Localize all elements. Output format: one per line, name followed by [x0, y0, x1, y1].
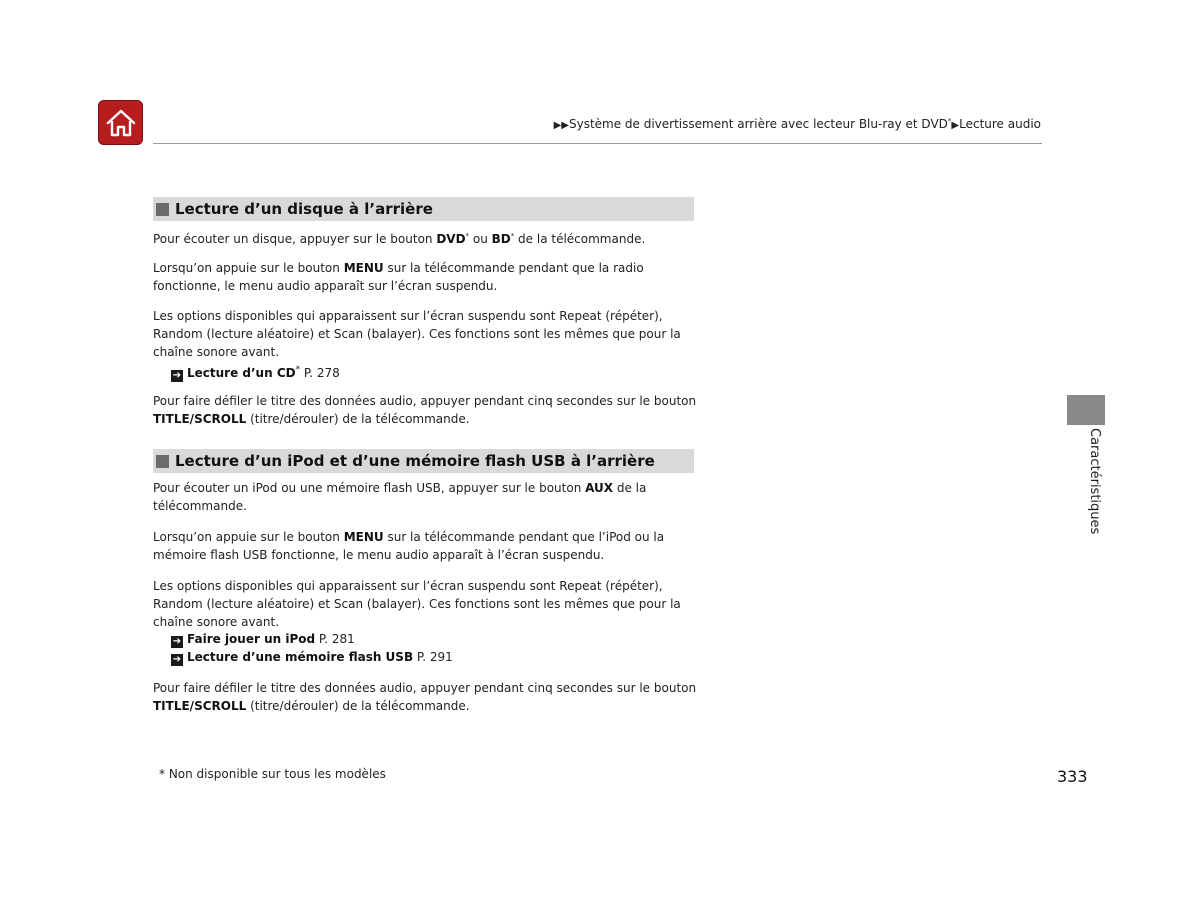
paragraph: Les options disponibles qui apparaissent sur l’écran suspendu sont Repeat (répéter), Random (lecture aléatoire) et Scan (balayer). Ces fonctions sont les mêmes que pour la chaîne sonore avant.: [153, 579, 681, 629]
double-arrow-icon: ▶▶: [553, 120, 569, 131]
section-marker-icon: [156, 203, 169, 216]
cross-reference-usb[interactable]: ➔ Lecture d’une mémoire flash USB P. 291: [172, 650, 453, 665]
chapter-label: Caractéristiques: [1087, 428, 1102, 535]
cross-reference-ipod[interactable]: ➔ Faire jouer un iPod P. 281: [172, 632, 355, 647]
breadcrumb-current: Lecture audio: [959, 117, 1041, 131]
chapter-tab[interactable]: [1067, 395, 1105, 425]
arrow-icon: ▶: [951, 120, 960, 131]
paragraph: Pour écouter un disque, appuyer sur le bouton DVD* ou BD* de la télécommande.: [153, 232, 646, 246]
dvd-button-label: DVD: [436, 232, 466, 246]
paragraph: Pour écouter un iPod ou une mémoire flash USB, appuyer sur le bouton AUX de la télécommande.: [153, 481, 647, 513]
section-heading-ipod-usb: [153, 449, 694, 473]
paragraph: Pour faire défiler le titre des données audio, appuyer pendant cinq secondes sur le bouton TITLE/SCROLL (titre/dérouler) de la télécommande.: [153, 394, 697, 426]
footnote: * Non disponible sur tous les modèles: [159, 767, 386, 781]
reference-arrow-icon: ➔: [172, 370, 182, 381]
home-button[interactable]: [98, 100, 143, 145]
title-scroll-button-label: TITLE/SCROLL: [153, 699, 247, 713]
section-marker-icon: [156, 455, 169, 468]
menu-button-label: MENU: [343, 261, 384, 275]
menu-button-label: MENU: [343, 530, 384, 544]
title-scroll-button-label: TITLE/SCROLL: [153, 412, 247, 426]
paragraph: Lorsqu’on appuie sur le bouton MENU sur la télécommande pendant que la radio fonctionne, le menu audio apparaît sur l’écran suspendu.: [153, 261, 644, 293]
breadcrumb: [554, 117, 1041, 131]
reference-arrow-icon: ➔: [172, 654, 182, 665]
page-number: 333: [1057, 767, 1088, 786]
availability-asterisk: *: [947, 117, 952, 125]
reference-arrow-icon: ➔: [172, 636, 182, 647]
home-icon: [105, 108, 137, 138]
paragraph: Pour faire défiler le titre des données audio, appuyer pendant cinq secondes sur le bouton TITLE/SCROLL (titre/dérouler) de la télécommande.: [153, 681, 697, 713]
cross-reference-cd[interactable]: ➔ Lecture d’un CD* P. 278: [172, 365, 340, 381]
section-title: Lecture d’un disque à l’arrière: [175, 200, 433, 218]
paragraph: Lorsqu’on appuie sur le bouton MENU sur la télécommande pendant que l’iPod ou la mémoire flash USB fonctionne, le menu audio apparaît à l’écran suspendu.: [153, 530, 665, 562]
header-divider: [153, 143, 1042, 144]
bd-button-label: BD: [491, 232, 511, 246]
section-heading-disc: [153, 197, 694, 221]
aux-button-label: AUX: [585, 481, 614, 495]
section-title: Lecture d’un iPod et d’une mémoire flash USB à l’arrière: [175, 452, 655, 470]
breadcrumb-parent[interactable]: Système de divertissement arrière avec lecteur Blu-ray et DVD: [568, 117, 948, 131]
paragraph: Les options disponibles qui apparaissent sur l’écran suspendu sont Repeat (répéter), Random (lecture aléatoire) et Scan (balayer). Ces fonctions sont les mêmes que pour la chaîne sonore avant.: [153, 309, 681, 359]
